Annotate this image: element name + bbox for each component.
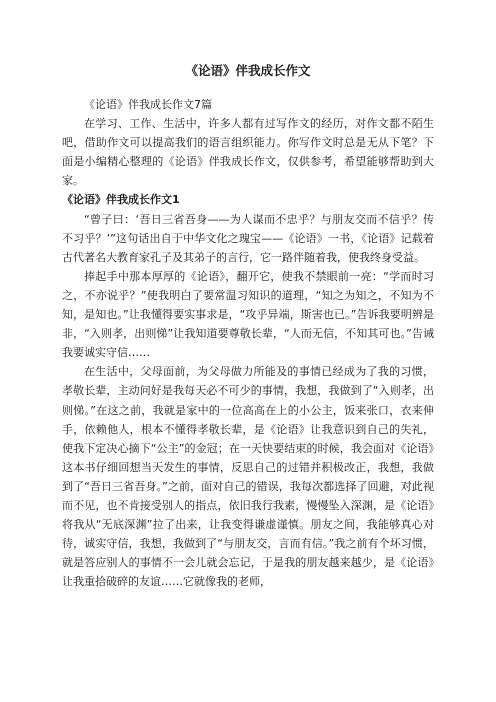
intro-paragraph: 在学习、工作、生活中，许多人都有过写作文的经历，对作文都不陌生吧，借助作文可以提高我们的语言组织能力。你写作文时总是无从下笔？下面是小编精心整理的《论语》伴我成长作文，仅供参考，希望能够帮助到大家。 — [62, 117, 434, 188]
body-paragraph-1: “曾子曰：‘吾日三省吾身——为人谋而不忠乎？与朋友交而不信乎？传不习乎？’”这句话出自于中华文化之瑰宝——《论语》一书，《论语》记载着古代著名大教育家孔子及其弟子的言行，它一路伴随着我，使我终身受益。 — [62, 212, 434, 264]
body-paragraph-3: 在生活中，父母面前，为父母做力所能及的事情已经成为了我的习惯，孝敬长辈，主动问好是我每天必不可少的事情，我想，我做到了“入则孝，出则悌。”在这之前，我就是家中的一位高高在上的小公主，饭来张口，衣来伸手，依赖他人，根本不懂得孝敬长辈，是《论语》让我意识到自己的失礼，使我下定决心摘下“公主”的金冠；在一天快要结束的时候，我会面对《论语》这本书仔细回想当天发生的事情，反思自己的过错并积极改正，我想，我做到了“吾日三省吾身。”之前，面对自己的错误，我每次都选择了回避，对此视而不见，也不肯接受别人的指点，依旧我行我素，慢慢坠入深渊，是《论语》将我从“无底深渊”拉了出来，让我变得谦虚谨慎。朋友之间，我能够真心对待，诚实守信，我想，我做到了“与朋友交，言而有信。”我之前有个坏习惯，就是答应别人的事情不一会儿就会忘记，于是我的朋友越来越少，是《论语》让我重拾破碎的友谊……它就像我的老师， — [62, 365, 434, 589]
document-body — [62, 95, 434, 591]
body-paragraph-2: 捧起手中那本厚厚的《论语》，翻开它，使我不禁眼前一亮：“学而时习之，不亦说乎？”使我明白了要常温习知识的道理，“知之为知之，不知为不知，是知也。”让我懂得要实事求是，“攻乎异端，斯害也已。”告诉我要明辨是非，“入则孝，出则悌”让我知道要尊敬长辈，“人而无信，不知其可也。”告诫我要诚实守信…… — [62, 269, 434, 360]
document-subtitle: 《论语》伴我成长作文7篇 — [84, 98, 212, 111]
document-title: 《论语》伴我成长作文 — [185, 63, 311, 78]
section-heading: 《论语》伴我成长作文1 — [62, 193, 180, 207]
document-page — [62, 0, 434, 702]
